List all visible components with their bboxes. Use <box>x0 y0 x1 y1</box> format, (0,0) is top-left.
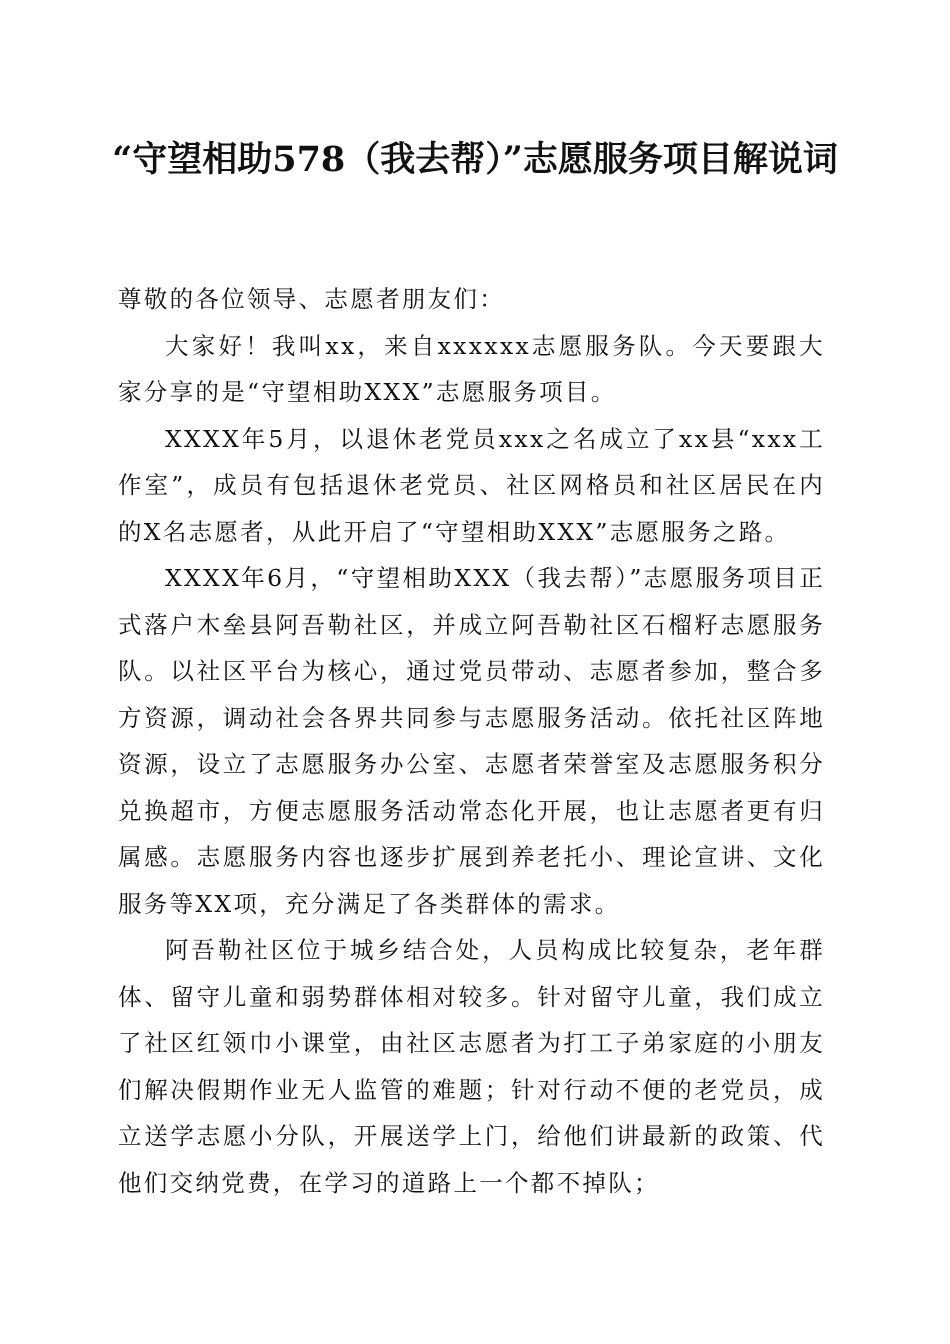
paragraph-1: 大家好！我叫xx，来自xxxxxx志愿服务队。今天要跟大家分享的是“守望相助XXX”志愿服务项目。 <box>118 331 825 406</box>
salutation: 尊敬的各位领导、志愿者朋友们： <box>118 285 505 313</box>
paragraph-3: XXXX年6月，“守望相助XXX（我去帮）”志愿服务项目正式落户木垒县阿吾勒社区，并成立阿吾勒社区石榴籽志愿服务队。以社区平台为核心，通过党员带动、志愿者参加，整合多方资源，调动社会各界共同参与志愿服务活动。依托社区阵地资源，设立了志愿服务办公室、志愿者荣誉室及志愿服务积分兑换超市，方便志愿服务活动常态化开展，也让志愿者更有归属感。志愿服务内容也逐步扩展到养老托小、理论宣讲、文化服务等XX项，充分满足了各类群体的需求。 <box>118 564 825 918</box>
document-title: “守望相助578（我去帮）”志愿服务项目解说词 <box>112 139 838 180</box>
document-body <box>118 276 825 1206</box>
paragraph-4: 阿吾勒社区位于城乡结合处，人员构成比较复杂，老年群体、留守儿童和弱势群体相对较多。针对留守儿童，我们成立了社区红领巾小课堂，由社区志愿者为打工子弟家庭的小朋友们解决假期作业无人监管的难题；针对行动不便的老党员，成立送学志愿小分队，开展送学上门，给他们讲最新的政策、代他们交纳党费，在学习的道路上一个都不掉队； <box>118 936 825 1197</box>
paragraph-2: XXXX年5月，以退休老党员xxx之名成立了xx县“xxx工作室”，成员有包括退休老党员、社区网格员和社区居民在内的X名志愿者，从此开启了“守望相助XXX”志愿服务之路。 <box>118 424 825 546</box>
